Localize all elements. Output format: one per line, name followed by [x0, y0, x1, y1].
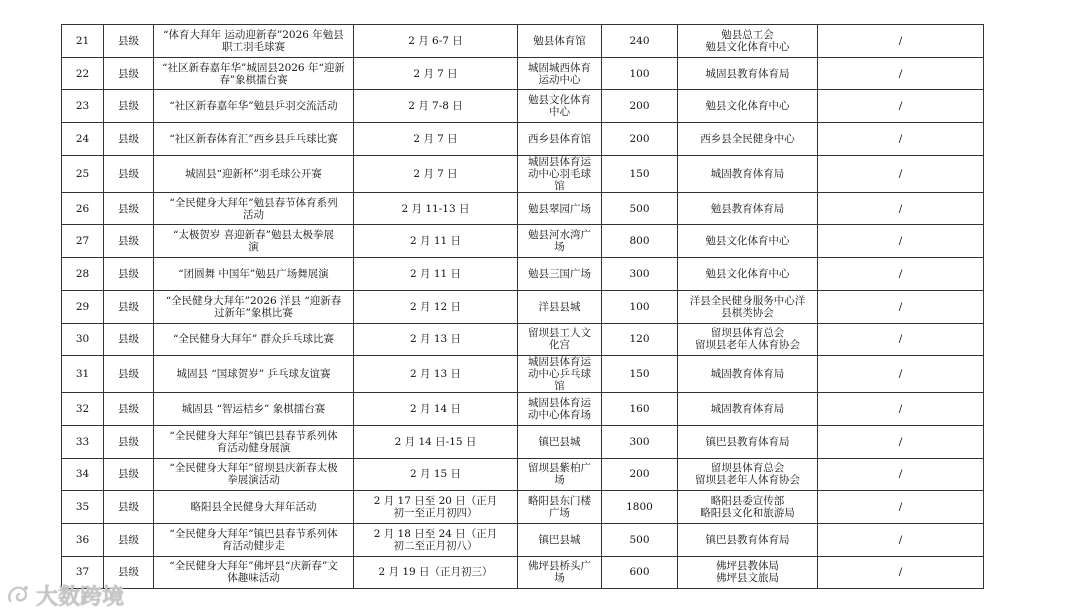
row-venue: 镇巴县城: [518, 523, 602, 556]
row-participants: 150: [602, 356, 678, 393]
row-date: 2 月 14 日: [354, 393, 518, 426]
row-venue: 勉县体育馆: [518, 25, 602, 58]
row-number: 33: [62, 425, 104, 458]
row-note: /: [818, 225, 984, 258]
table-row: [62, 25, 984, 58]
row-organizer: 勉县文化体育中心: [678, 258, 818, 291]
row-level: 县级: [104, 57, 154, 90]
row-participants: 100: [602, 57, 678, 90]
row-organizer: 留坝县体育总会 留坝县老年人体育协会: [678, 323, 818, 356]
row-venue: 城固县体育运 动中心体育场: [518, 393, 602, 426]
table-row: [62, 523, 984, 556]
row-date: 2 月 6-7 日: [354, 25, 518, 58]
row-number: 28: [62, 258, 104, 291]
row-participants: 160: [602, 393, 678, 426]
row-note: /: [818, 523, 984, 556]
table-row: [62, 556, 984, 589]
row-level: 县级: [104, 523, 154, 556]
row-activity-name: “全民健身大拜年”佛坪县“庆新春”文 体趣味活动: [154, 556, 354, 589]
row-date: 2 月 18 日至 24 日（正月 初二至正月初八）: [354, 523, 518, 556]
row-level: 县级: [104, 155, 154, 192]
row-participants: 500: [602, 192, 678, 225]
row-venue: 城固县体育运 动中心乒乓球 馆: [518, 356, 602, 393]
row-number: 36: [62, 523, 104, 556]
table-row: [62, 155, 984, 192]
row-participants: 200: [602, 90, 678, 123]
row-venue: 留坝县工人文 化宫: [518, 323, 602, 356]
table-row: [62, 425, 984, 458]
row-venue: 洋县县城: [518, 290, 602, 323]
row-venue: 勉县文化体育 中心: [518, 90, 602, 123]
row-date: 2 月 11-13 日: [354, 192, 518, 225]
row-note: /: [818, 192, 984, 225]
row-date: 2 月 7 日: [354, 57, 518, 90]
row-level: 县级: [104, 25, 154, 58]
row-activity-name: 城固县 “智运桔乡” 象棋擂台赛: [154, 393, 354, 426]
row-participants: 200: [602, 123, 678, 156]
row-organizer: 镇巴县教育体育局: [678, 523, 818, 556]
row-note: /: [818, 290, 984, 323]
row-activity-name: “社区新春嘉年华”勉县乒羽交流活动: [154, 90, 354, 123]
row-activity-name: 略阳县全民健身大拜年活动: [154, 491, 354, 524]
row-number: 26: [62, 192, 104, 225]
row-activity-name: 城固县“迎新杯”羽毛球公开赛: [154, 155, 354, 192]
row-venue: 城固县体育运 动中心羽毛球 馆: [518, 155, 602, 192]
table-row: [62, 458, 984, 491]
row-level: 县级: [104, 290, 154, 323]
row-date: 2 月 14 日-15 日: [354, 425, 518, 458]
row-number: 32: [62, 393, 104, 426]
table-row: [62, 90, 984, 123]
row-note: /: [818, 57, 984, 90]
row-date: 2 月 11 日: [354, 258, 518, 291]
row-activity-name: “全民健身大拜年”镇巴县春节系列体 育活动健身展演: [154, 425, 354, 458]
row-number: 24: [62, 123, 104, 156]
row-participants: 800: [602, 225, 678, 258]
row-note: /: [818, 90, 984, 123]
row-organizer: 城固教育体育局: [678, 155, 818, 192]
table-row: [62, 491, 984, 524]
watermark-text: 大数跨境: [36, 584, 125, 610]
row-note: /: [818, 458, 984, 491]
row-venue: 勉县翠园广场: [518, 192, 602, 225]
row-level: 县级: [104, 258, 154, 291]
row-date: 2 月 7 日: [354, 155, 518, 192]
table-row: [62, 393, 984, 426]
row-participants: 100: [602, 290, 678, 323]
row-organizer: 勉县文化体育中心: [678, 225, 818, 258]
row-organizer: 勉县文化体育中心: [678, 90, 818, 123]
row-organizer: 勉县教育体育局: [678, 192, 818, 225]
row-venue: 留坝县紫柏广 场: [518, 458, 602, 491]
row-venue: 略阳县东门楼 广场: [518, 491, 602, 524]
row-level: 县级: [104, 458, 154, 491]
row-number: 23: [62, 90, 104, 123]
row-note: /: [818, 25, 984, 58]
row-note: /: [818, 258, 984, 291]
row-number: 31: [62, 356, 104, 393]
row-participants: 1800: [602, 491, 678, 524]
row-note: /: [818, 556, 984, 589]
row-note: /: [818, 356, 984, 393]
row-venue: 佛坪县桥头广 场: [518, 556, 602, 589]
row-level: 县级: [104, 192, 154, 225]
row-activity-name: “全民健身大拜年”留坝县庆新春太极 拳展演活动: [154, 458, 354, 491]
table-row: [62, 192, 984, 225]
row-number: 35: [62, 491, 104, 524]
row-participants: 200: [602, 458, 678, 491]
table-row: [62, 258, 984, 291]
row-number: 22: [62, 57, 104, 90]
activity-table: [61, 24, 984, 589]
row-date: 2 月 13 日: [354, 323, 518, 356]
logo-swirl-icon: [6, 583, 32, 607]
row-activity-name: “全民健身大拜年”2026 洋县 “迎新春 过新年”象棋比赛: [154, 290, 354, 323]
row-note: /: [818, 425, 984, 458]
row-participants: 240: [602, 25, 678, 58]
row-number: 29: [62, 290, 104, 323]
watermark: [6, 580, 124, 610]
row-note: /: [818, 123, 984, 156]
row-date: 2 月 11 日: [354, 225, 518, 258]
row-activity-name: “体育大拜年 运动迎新春”2026 年勉县 职工羽毛球赛: [154, 25, 354, 58]
row-venue: 勉县河水湾广 场: [518, 225, 602, 258]
row-number: 25: [62, 155, 104, 192]
row-activity-name: “社区新春体育汇”西乡县乒乓球比赛: [154, 123, 354, 156]
row-organizer: 城固教育体育局: [678, 393, 818, 426]
row-date: 2 月 17 日至 20 日（正月 初一至正月初四）: [354, 491, 518, 524]
row-venue: 城固城西体育 运动中心: [518, 57, 602, 90]
row-organizer: 留坝县体育总会 留坝县老年人体育协会: [678, 458, 818, 491]
row-level: 县级: [104, 90, 154, 123]
row-level: 县级: [104, 393, 154, 426]
row-organizer: 镇巴县教育体育局: [678, 425, 818, 458]
row-organizer: 西乡县全民健身中心: [678, 123, 818, 156]
row-date: 2 月 19 日（正月初三）: [354, 556, 518, 589]
row-organizer: 佛坪县教体局 佛坪县文旅局: [678, 556, 818, 589]
row-activity-name: “社区新春嘉年华”城固县2026 年“迎新 春”象棋擂台赛: [154, 57, 354, 90]
table-row: [62, 225, 984, 258]
row-activity-name: “全民健身大拜年” 群众乒乓球比赛: [154, 323, 354, 356]
row-note: /: [818, 491, 984, 524]
row-organizer: 洋县全民健身服务中心洋 县棋类协会: [678, 290, 818, 323]
row-number: 37: [62, 556, 104, 589]
row-venue: 镇巴县城: [518, 425, 602, 458]
row-organizer: 城固县教育体育局: [678, 57, 818, 90]
row-venue: 勉县三国广场: [518, 258, 602, 291]
table-row: [62, 57, 984, 90]
table-row: [62, 123, 984, 156]
row-activity-name: 城固县 “国球贺岁” 乒乓球友谊赛: [154, 356, 354, 393]
row-venue: 西乡县体育馆: [518, 123, 602, 156]
row-date: 2 月 12 日: [354, 290, 518, 323]
row-level: 县级: [104, 356, 154, 393]
row-date: 2 月 15 日: [354, 458, 518, 491]
row-date: 2 月 7-8 日: [354, 90, 518, 123]
row-level: 县级: [104, 425, 154, 458]
row-number: 34: [62, 458, 104, 491]
row-level: 县级: [104, 225, 154, 258]
row-participants: 600: [602, 556, 678, 589]
row-date: 2 月 13 日: [354, 356, 518, 393]
row-organizer: 略阳县委宣传部 略阳县文化和旅游局: [678, 491, 818, 524]
row-activity-name: “全民健身大拜年”镇巴县春节系列体 育活动健步走: [154, 523, 354, 556]
row-number: 30: [62, 323, 104, 356]
row-note: /: [818, 393, 984, 426]
row-organizer: 勉县总工会 勉县文化体育中心: [678, 25, 818, 58]
table-row: [62, 290, 984, 323]
row-level: 县级: [104, 556, 154, 589]
row-activity-name: “团圆舞 中国年”勉县广场舞展演: [154, 258, 354, 291]
row-note: /: [818, 155, 984, 192]
row-level: 县级: [104, 123, 154, 156]
row-participants: 150: [602, 155, 678, 192]
row-organizer: 城固教育体育局: [678, 356, 818, 393]
row-number: 21: [62, 25, 104, 58]
row-level: 县级: [104, 323, 154, 356]
row-participants: 500: [602, 523, 678, 556]
row-participants: 300: [602, 425, 678, 458]
row-level: 县级: [104, 491, 154, 524]
table-row: [62, 323, 984, 356]
table-body: [62, 25, 984, 589]
row-activity-name: “太极贺岁 喜迎新春”勉县太极拳展 演: [154, 225, 354, 258]
row-date: 2 月 7 日: [354, 123, 518, 156]
row-note: /: [818, 323, 984, 356]
row-participants: 300: [602, 258, 678, 291]
row-activity-name: “全民健身大拜年”勉县春节体育系列 活动: [154, 192, 354, 225]
table-row: [62, 356, 984, 393]
row-participants: 120: [602, 323, 678, 356]
row-number: 27: [62, 225, 104, 258]
